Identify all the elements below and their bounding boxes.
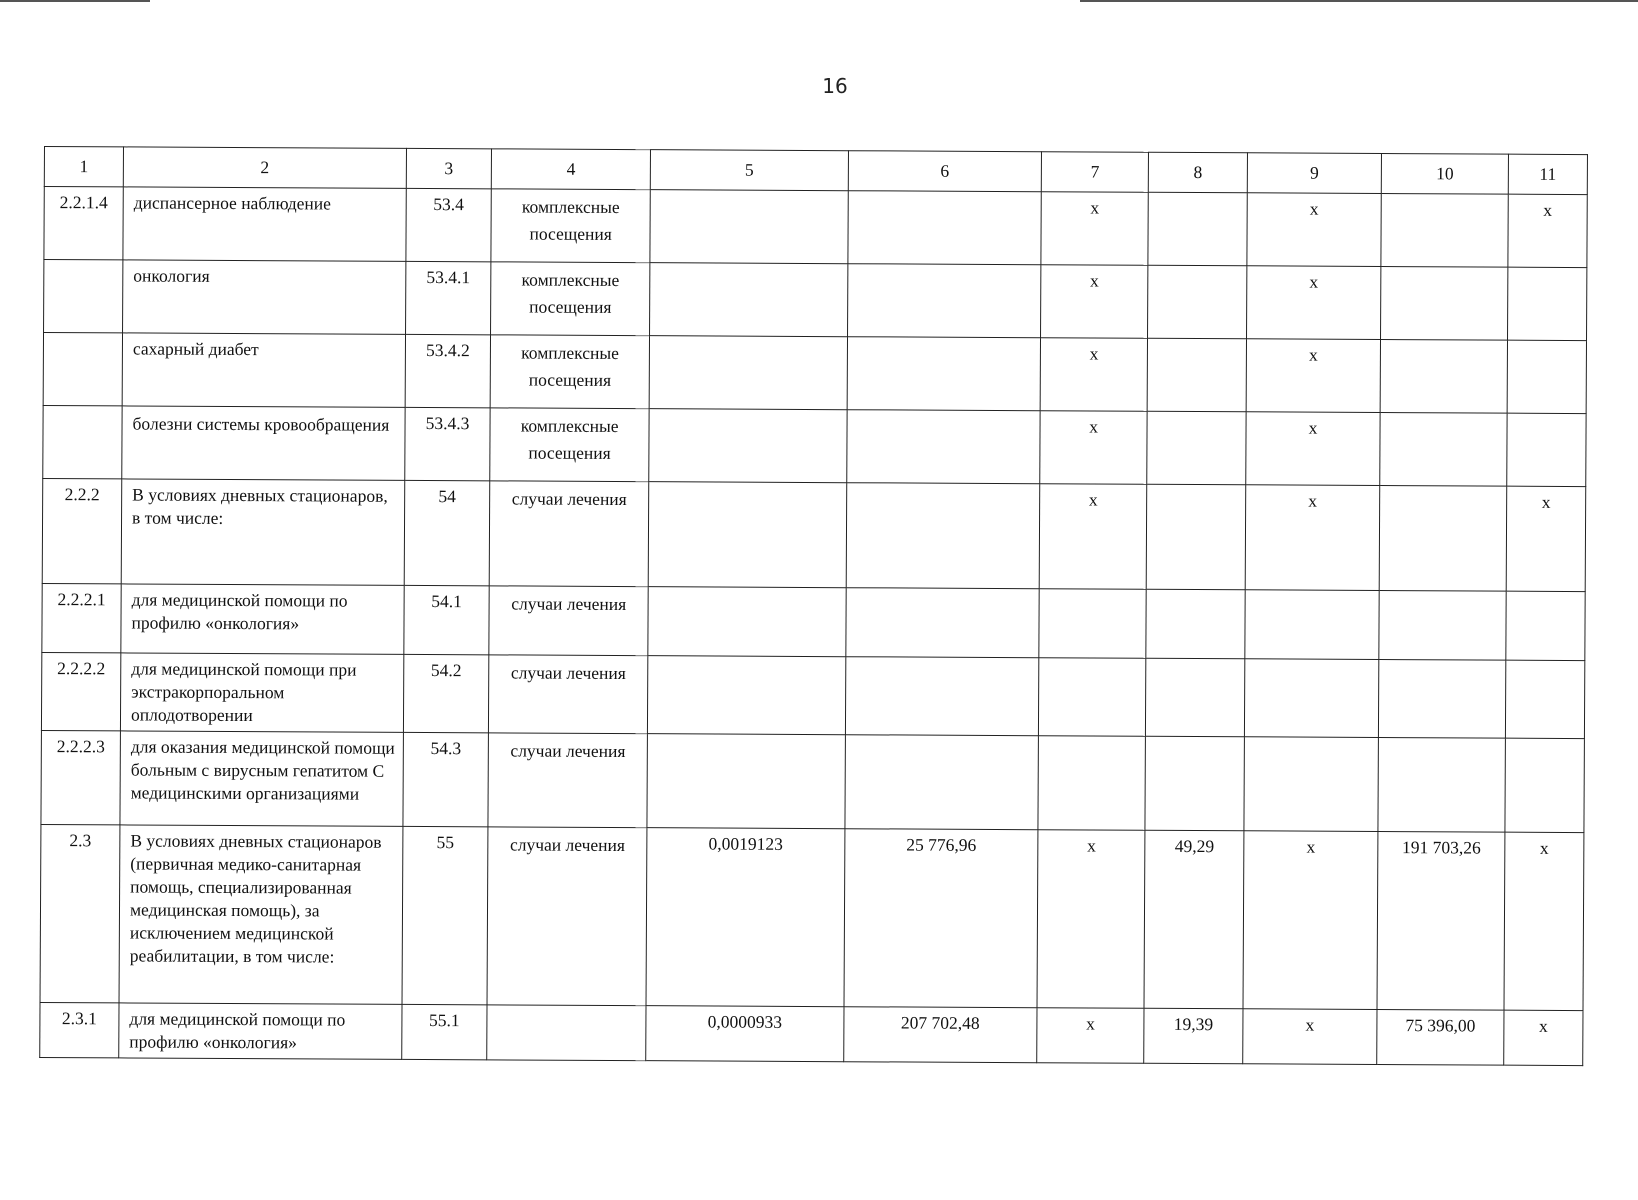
row-code: 55 [402, 826, 488, 1004]
header-cell: 3 [406, 148, 491, 188]
cell-col-10: 191 703,26 [1377, 831, 1505, 1010]
scan-edge-right [1080, 0, 1638, 2]
header-cell: 8 [1148, 152, 1247, 193]
row-number [43, 333, 122, 406]
row-number: 2.2.2.3 [41, 730, 121, 824]
data-table [39, 146, 1588, 1066]
cell-col-11 [1505, 738, 1585, 832]
cell-col-7: x [1041, 192, 1148, 266]
cell-col-11 [1507, 267, 1586, 340]
cell-col-8 [1147, 411, 1246, 485]
cell-col-8 [1148, 265, 1247, 339]
row-number: 2.2.2.1 [42, 583, 121, 652]
table-row [42, 583, 1585, 660]
cell-col-11 [1507, 413, 1586, 486]
scan-edge-left [0, 0, 150, 2]
cell-col-5 [648, 587, 846, 657]
cell-col-7: x [1040, 411, 1147, 485]
cell-col-8: 19,39 [1144, 1008, 1243, 1064]
table-row [42, 478, 1586, 591]
cell-col-6: 207 702,48 [843, 1007, 1037, 1063]
cell-col-8 [1148, 192, 1247, 266]
cell-col-7: x [1039, 484, 1147, 590]
cell-col-9 [1244, 737, 1379, 832]
header-cell: 7 [1041, 152, 1148, 193]
row-unit: случаи лечения [489, 586, 648, 656]
table-row [40, 1002, 1583, 1065]
row-number: 2.3.1 [40, 1002, 119, 1057]
row-name: онкология [123, 260, 406, 334]
cell-col-8 [1147, 338, 1246, 412]
cell-col-10 [1381, 267, 1508, 341]
cell-col-9: x [1246, 339, 1381, 413]
row-unit: комплексные посещения [491, 262, 650, 336]
cell-col-5 [648, 482, 846, 588]
cell-col-6 [848, 191, 1042, 265]
row-number: 2.2.1.4 [44, 187, 123, 260]
cell-col-5 [649, 409, 847, 483]
cell-col-6 [846, 483, 1040, 589]
page-number: 16 [822, 74, 848, 98]
cell-col-5 [650, 263, 848, 337]
cell-col-8 [1146, 589, 1245, 659]
row-unit [487, 1005, 646, 1061]
row-code: 54.1 [404, 585, 490, 654]
cell-col-7 [1039, 589, 1146, 659]
cell-col-5 [648, 656, 846, 735]
cell-col-8 [1145, 736, 1244, 831]
cell-col-5 [647, 734, 845, 829]
cell-col-10 [1378, 659, 1505, 738]
cell-col-10 [1380, 412, 1507, 486]
table-row [41, 652, 1584, 738]
row-code: 54.2 [403, 654, 489, 732]
cell-col-11: x [1506, 486, 1586, 591]
table-row [43, 333, 1586, 414]
table-row [43, 405, 1586, 486]
cell-col-11 [1507, 340, 1586, 413]
cell-col-5: 0,0000933 [646, 1006, 844, 1062]
row-unit: комплексные посещения [490, 335, 649, 409]
cell-col-9: x [1247, 193, 1382, 267]
cell-col-6 [845, 657, 1039, 736]
cell-col-11 [1506, 591, 1585, 660]
row-unit: комплексные посещения [490, 408, 649, 482]
cell-col-10 [1379, 590, 1506, 660]
row-name: сахарный диабет [122, 333, 405, 407]
row-name: болезни системы кровообращения [122, 406, 405, 480]
row-name: В условиях дневных стационаров (первичная медико-санитарная помощь, специализированная медицинская помощь), за исключением медицинской реабилитации, в том числе: [119, 825, 403, 1004]
cell-col-6 [847, 337, 1041, 411]
cell-col-7: x [1040, 338, 1147, 412]
row-code: 53.4.2 [405, 334, 491, 407]
row-code: 54 [404, 480, 490, 585]
row-unit: случаи лечения [489, 655, 648, 734]
row-unit: комплексные посещения [491, 189, 650, 263]
row-unit: случаи лечения [488, 733, 648, 828]
table-row [44, 187, 1587, 268]
row-number: 2.3 [40, 824, 120, 1002]
cell-col-9 [1244, 659, 1379, 738]
cell-col-6 [846, 410, 1040, 484]
cell-col-8 [1146, 658, 1245, 737]
cell-col-11: x [1508, 194, 1587, 267]
cell-col-10 [1380, 340, 1507, 414]
cell-col-6 [845, 735, 1039, 830]
header-cell: 4 [491, 149, 650, 190]
cell-col-11: x [1504, 1010, 1583, 1065]
header-cell: 2 [123, 147, 406, 188]
cell-col-6: 25 776,96 [844, 829, 1038, 1008]
row-name: для медицинской помощи при экстракорпоральном оплодотворении [120, 653, 403, 732]
cell-col-9: x [1245, 485, 1380, 591]
cell-col-6 [846, 588, 1040, 658]
cell-col-9: x [1243, 1009, 1377, 1065]
cell-col-11: x [1504, 832, 1584, 1010]
cell-col-9: x [1246, 412, 1381, 486]
row-unit: случаи лечения [487, 827, 647, 1006]
header-cell: 9 [1247, 153, 1381, 194]
header-cell: 5 [650, 150, 848, 191]
cell-col-10 [1381, 194, 1508, 268]
header-cell: 1 [44, 147, 123, 187]
row-code: 53.4.1 [405, 261, 491, 334]
cell-col-6 [847, 264, 1041, 338]
cell-col-9: x [1246, 266, 1381, 340]
row-number [44, 260, 123, 333]
row-code: 53.4 [406, 188, 492, 261]
row-code: 55.1 [402, 1004, 488, 1059]
cell-col-8 [1146, 484, 1245, 590]
cell-col-10 [1378, 737, 1505, 832]
row-name: для оказания медицинской помощи больным с вирусным гепатитом С медицинскими организациями [120, 731, 403, 826]
cell-col-7 [1038, 736, 1146, 831]
cell-col-7 [1039, 658, 1147, 737]
cell-col-7: x [1041, 265, 1148, 339]
row-name: В условиях дневных стационаров, в том числе: [121, 479, 404, 585]
cell-col-9 [1245, 590, 1379, 660]
row-name: для медицинской помощи по профилю «онкология» [121, 584, 404, 654]
cell-col-5 [650, 190, 848, 264]
row-unit: случаи лечения [489, 481, 649, 587]
cell-col-11 [1505, 660, 1584, 738]
table-row [41, 730, 1584, 832]
row-code: 54.3 [403, 732, 489, 826]
row-name: диспансерное наблюдение [123, 187, 406, 261]
cell-col-8: 49,29 [1144, 830, 1244, 1009]
table-row [44, 260, 1587, 341]
row-code: 53.4.3 [405, 407, 491, 480]
cell-col-7: x [1037, 1008, 1144, 1064]
cell-col-10: 75 396,00 [1377, 1009, 1504, 1065]
row-number [43, 405, 122, 478]
row-number: 2.2.2.2 [41, 652, 120, 730]
cell-col-5 [649, 336, 847, 410]
row-name: для медицинской помощи по профилю «онкология» [119, 1003, 402, 1059]
cell-col-5: 0,0019123 [646, 828, 844, 1007]
header-cell: 6 [848, 151, 1042, 192]
table-row [40, 824, 1584, 1010]
header-cell: 11 [1508, 154, 1587, 194]
cell-col-10 [1379, 485, 1506, 591]
cell-col-9: x [1243, 831, 1378, 1010]
header-cell: 10 [1381, 154, 1508, 195]
row-number: 2.2.2 [42, 478, 122, 583]
cell-col-7: x [1037, 830, 1145, 1009]
